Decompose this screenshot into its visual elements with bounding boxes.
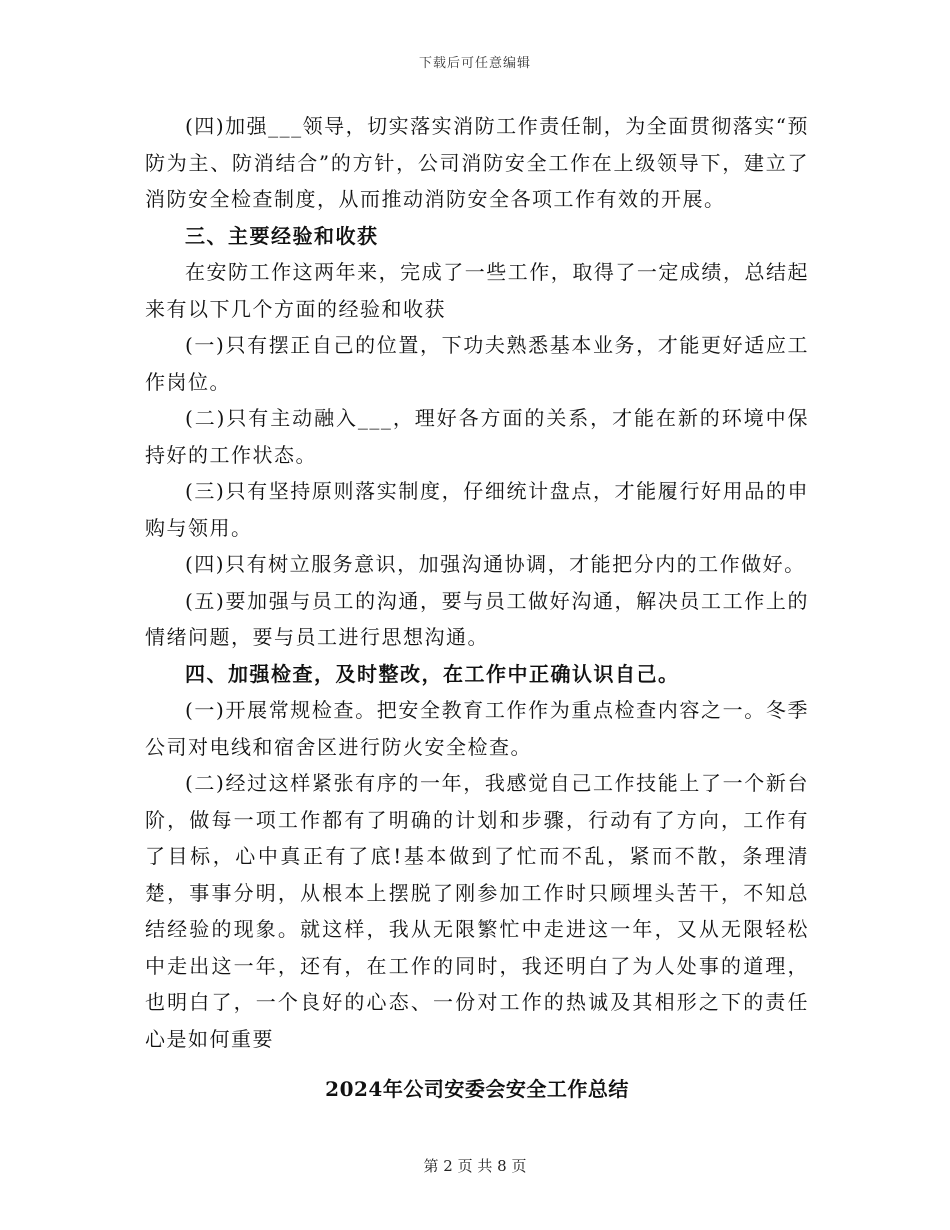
section-heading-experience: 三、主要经验和收获	[185, 223, 379, 248]
paragraph-experience-intro: 在安防工作这两年来，完成了一些工作，取得了一定成绩，总结起来有以下几个方面的经验和收获	[145, 260, 809, 321]
page-header-note: 下载后可任意编辑	[418, 56, 531, 71]
paragraph-fire-safety-leadership: (四)加强___领导，切实落实消防工作责任制，为全面贯彻落实“预防为主、防消结合”的方针，公司消防安全工作在上级领导下，建立了消防安全检查制度，从而推动消防安全各项工作有效的开展。	[145, 114, 809, 211]
paragraph-inspection-2: (二)经过这样紧张有序的一年，我感觉自己工作技能上了一个新台阶，做每一项工作都有了明确的计划和步骤，行动有了方向，工作有了目标，心中真正有了底!基本做到了忙而不乱，紧而不散，条理清楚，事事分明，从根本上摆脱了刚参加工作时只顾埋头苦干，不知总结经验的现象。就这样，我从无限繁忙中走进这一年，又从无限轻松中走出这一年，还有，在工作的同时，我还明白了为人处事的道理，也明白了，一个良好的心态、一份对工作的热诚及其相形之下的责任心是如何重要	[145, 771, 809, 1051]
document-body	[145, 108, 809, 1108]
paragraph-experience-2: (二)只有主动融入___，理好各方面的关系，才能在新的环境中保持好的工作状态。	[145, 406, 809, 467]
next-document-title: 2024年公司安委会安全工作总结	[325, 1077, 629, 1101]
section-heading-inspection: 四、加强检查，及时整改，在工作中正确认识自己。	[185, 661, 680, 686]
page-footer-number: 第 2 页 共 8 页	[423, 1157, 527, 1175]
paragraph-experience-1: (一)只有摆正自己的位置，下功夫熟悉基本业务，才能更好适应工作岗位。	[145, 333, 809, 394]
paragraph-inspection-1: (一)开展常规检查。把安全教育工作作为重点检查内容之一。冬季公司对电线和宿舍区进行防火安全检查。	[145, 698, 809, 759]
paragraph-experience-4: (四)只有树立服务意识，加强沟通协调，才能把分内的工作做好。	[185, 552, 806, 576]
paragraph-experience-5: (五)要加强与员工的沟通，要与员工做好沟通，解决员工工作上的情绪问题，要与员工进行思想沟通。	[145, 588, 809, 649]
paragraph-experience-3: (三)只有坚持原则落实制度，仔细统计盘点，才能履行好用品的申购与领用。	[145, 479, 809, 540]
